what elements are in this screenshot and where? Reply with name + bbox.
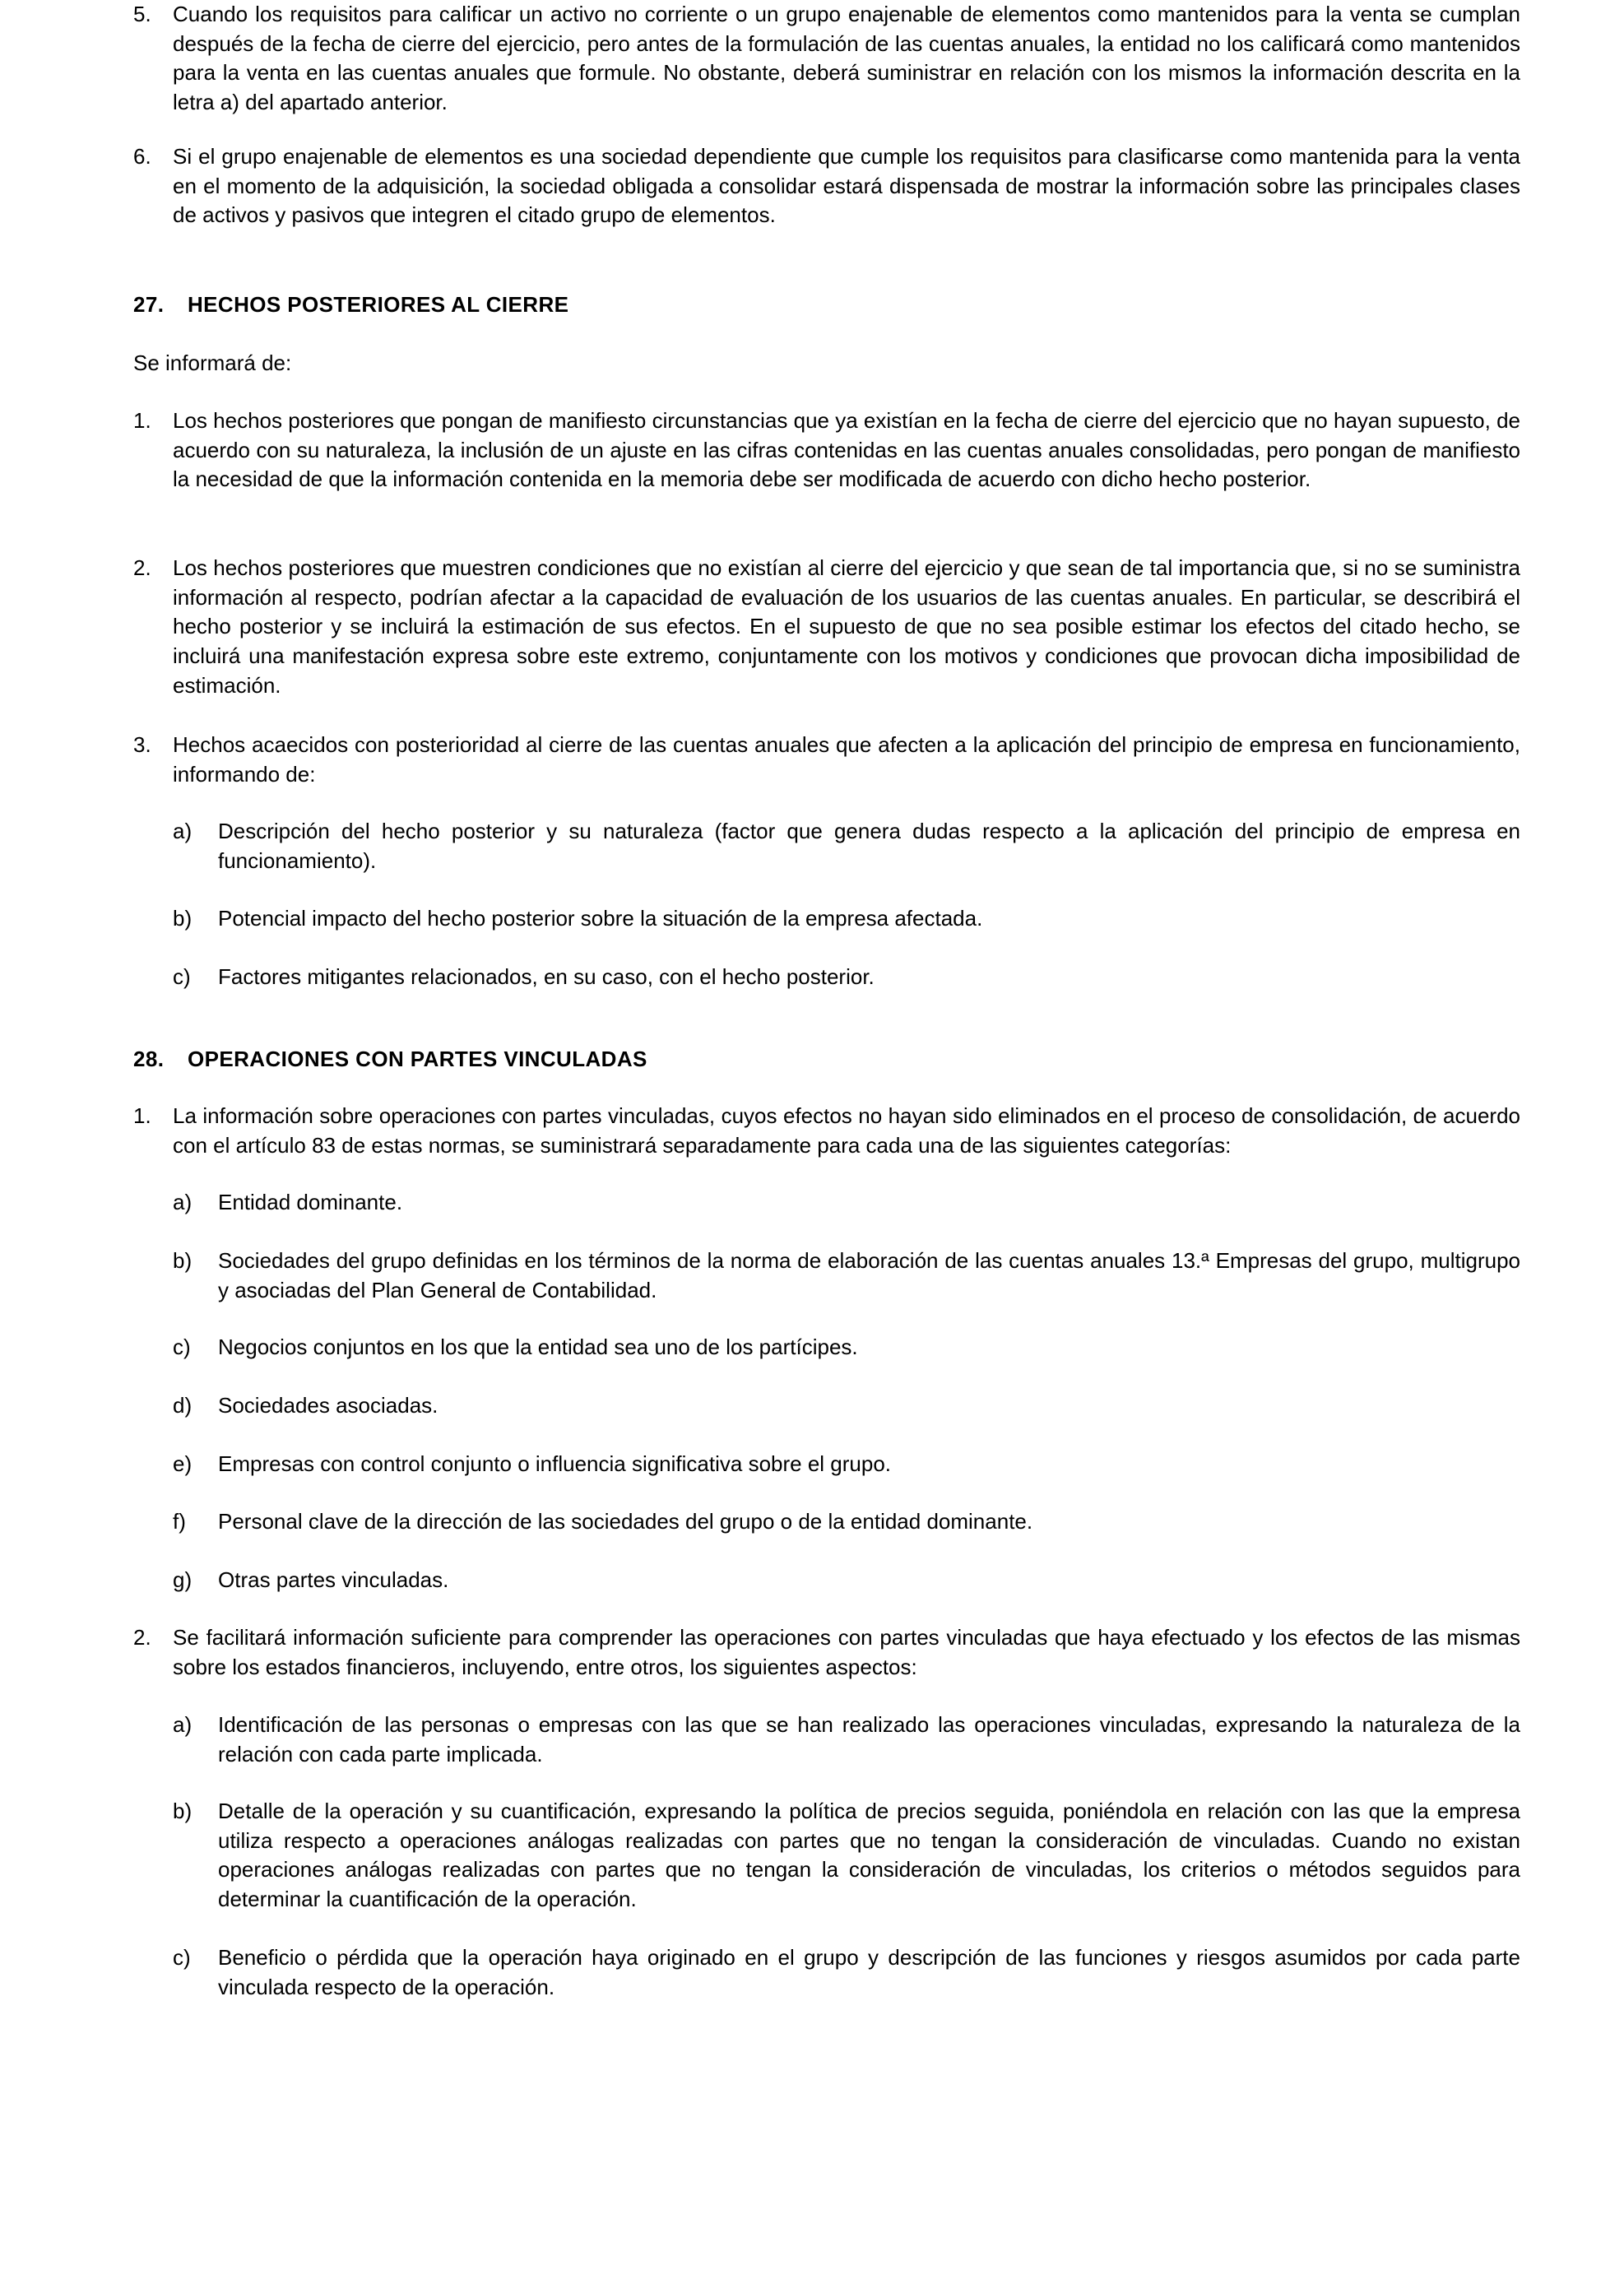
sub-item-text: Otras partes vinculadas. xyxy=(218,1567,449,1592)
sub-list-item xyxy=(173,1797,1520,1915)
item-number: 6. xyxy=(133,144,151,169)
item-text: Los hechos posteriores que muestren condiciones que no existían al cierre del ejercicio y que sean de tal importancia que, si no se suministra información al respecto, podrían afectar a la capacidad de evaluación de los usuarios de las cuentas anuales. En particular, se describirá el hecho posterior y se incluirá la estimación de sus efectos. En el supuesto de que no sea posible estimar los efectos del citado hecho, se incluirá una manifestación expresa sobre este extremo, conjuntamente con los motivos y condiciones que provocan dicha imposibilidad de estimación. xyxy=(173,555,1520,698)
sub-item-letter: b) xyxy=(173,1248,193,1273)
sub-list-item xyxy=(173,1711,1520,1769)
sub-item-text: Personal clave de la dirección de las sociedades del grupo o de la entidad dominante. xyxy=(218,1509,1033,1534)
sub-list-item xyxy=(173,963,1520,992)
item-text: Cuando los requisitos para calificar un activo no corriente o un grupo enajenable de elementos como mantenidos para la venta se cumplan después de la fecha de cierre del ejercicio, pero antes de la formulación de las cuentas anuales, la entidad no los calificará como mantenidos para la venta en las cuentas anuales que formule. No obstante, deberá suministrar en relación con los mismos la información descrita en la letra a) del apartado anterior. xyxy=(173,2,1520,115)
item-number: 5. xyxy=(133,2,151,26)
sub-item-letter: a) xyxy=(173,1190,193,1214)
item-number: 2. xyxy=(133,555,151,580)
list-item xyxy=(133,1102,1520,1160)
list-item xyxy=(133,731,1520,789)
sub-item-text: Identificación de las personas o empresas con las que se han realizado las operaciones vinculadas, expresando la naturaleza de la relación con cada parte implicada. xyxy=(218,1712,1520,1766)
sub-item-letter: a) xyxy=(173,819,193,843)
sub-item-text: Negocios conjuntos en los que la entidad sea uno de los partícipes. xyxy=(218,1335,858,1359)
list-item xyxy=(133,1623,1520,1682)
item-number: 1. xyxy=(133,1103,151,1128)
item-text: Se facilitará información suficiente para comprender las operaciones con partes vinculadas que haya efectuado y los efectos de las mismas sobre los estados financieros, incluyendo, entre otros, los siguientes aspectos: xyxy=(173,1625,1520,1679)
item-text: La información sobre operaciones con partes vinculadas, cuyos efectos no hayan sido eliminados en el proceso de consolidación, de acuerdo con el artículo 83 de estas normas, se suministrará separadamente para cada una de las siguientes categorías: xyxy=(173,1103,1520,1158)
list-item xyxy=(133,554,1520,701)
sub-list-item xyxy=(173,1566,1520,1595)
section-heading xyxy=(133,290,568,320)
item-number: 3. xyxy=(133,732,151,757)
sub-list-item xyxy=(173,1450,1520,1479)
sub-item-letter: d) xyxy=(173,1393,193,1418)
section-number: 28. xyxy=(133,1047,165,1071)
section-title: OPERACIONES CON PARTES VINCULADAS xyxy=(188,1047,647,1071)
sub-list-item xyxy=(173,1943,1520,2002)
sub-item-text: Beneficio o pérdida que la operación haya originado en el grupo y descripción de las funciones y riesgos asumidos por cada parte vinculada respecto de la operación. xyxy=(218,1945,1520,1999)
sub-item-letter: a) xyxy=(173,1712,193,1737)
sub-list-item xyxy=(173,1507,1520,1537)
list-item xyxy=(133,406,1520,494)
section-title: HECHOS POSTERIORES AL CIERRE xyxy=(188,292,569,317)
sub-item-letter: g) xyxy=(173,1567,193,1592)
sub-list-item xyxy=(173,1333,1520,1363)
sub-item-letter: c) xyxy=(173,964,191,989)
item-text: Si el grupo enajenable de elementos es una sociedad dependiente que cumple los requisitos para clasificarse como mantenida para la venta en el momento de la adquisición, la sociedad obligada a consolidar estará dispensada de mostrar la información sobre las principales clases de activos y pasivos que integren el citado grupo de elementos. xyxy=(173,144,1520,228)
sub-list-item xyxy=(173,1391,1520,1421)
sub-list-item xyxy=(173,904,1520,934)
sub-item-text: Entidad dominante. xyxy=(218,1190,403,1214)
sub-item-letter: c) xyxy=(173,1945,191,1970)
item-text: Hechos acaecidos con posterioridad al cierre de las cuentas anuales que afecten a la aplicación del principio de empresa en funcionamiento, informando de: xyxy=(173,732,1520,787)
document-page xyxy=(133,0,1520,2284)
sub-list-item xyxy=(173,1246,1520,1305)
sub-item-letter: b) xyxy=(173,906,193,931)
item-number: 2. xyxy=(133,1625,151,1650)
sub-item-text: Sociedades del grupo definidas en los términos de la norma de elaboración de las cuentas anuales 13.ª Empresas del grupo, multigrupo y asociadas del Plan General de Contabilidad. xyxy=(218,1248,1520,1302)
sub-list-item xyxy=(173,1188,1520,1218)
sub-item-text: Potencial impacto del hecho posterior sobre la situación de la empresa afectada. xyxy=(218,906,983,931)
list-item xyxy=(133,0,1520,118)
sub-list-item xyxy=(173,817,1520,875)
section-number: 27. xyxy=(133,292,165,317)
sub-item-letter: b) xyxy=(173,1799,193,1823)
sub-item-text: Sociedades asociadas. xyxy=(218,1393,438,1418)
sub-item-letter: c) xyxy=(173,1335,191,1359)
sub-item-text: Empresas con control conjunto o influencia significativa sobre el grupo. xyxy=(218,1451,892,1476)
sub-item-text: Factores mitigantes relacionados, en su caso, con el hecho posterior. xyxy=(218,964,875,989)
section-heading xyxy=(133,1045,647,1075)
sub-item-letter: e) xyxy=(173,1451,193,1476)
item-text: Los hechos posteriores que pongan de manifiesto circunstancias que ya existían en la fecha de cierre del ejercicio que no hayan supuesto, de acuerdo con su naturaleza, la inclusión de un ajuste en las cifras contenidas en las cuentas anuales consolidadas, pero pongan de manifiesto la necesidad de que la información contenida en la memoria debe ser modificada de acuerdo con dicho hecho posterior. xyxy=(173,408,1520,492)
sub-item-text: Detalle de la operación y su cuantificación, expresando la política de precios seguida, poniéndola en relación con las que la empresa utiliza respecto a operaciones análogas realizadas con partes que no tengan la consideración de vinculadas. Cuando no existan operaciones análogas realizadas con partes que no tengan la consideración de vinculadas, los criterios o métodos seguidos para determinar la cuantificación de la operación. xyxy=(218,1799,1520,1912)
list-item xyxy=(133,142,1520,230)
item-number: 1. xyxy=(133,408,151,433)
section-intro: Se informará de: xyxy=(133,350,292,375)
sub-item-letter: f) xyxy=(173,1509,186,1534)
sub-item-text: Descripción del hecho posterior y su naturaleza (factor que genera dudas respecto a la aplicación del principio de empresa en funcionamiento). xyxy=(218,819,1520,873)
